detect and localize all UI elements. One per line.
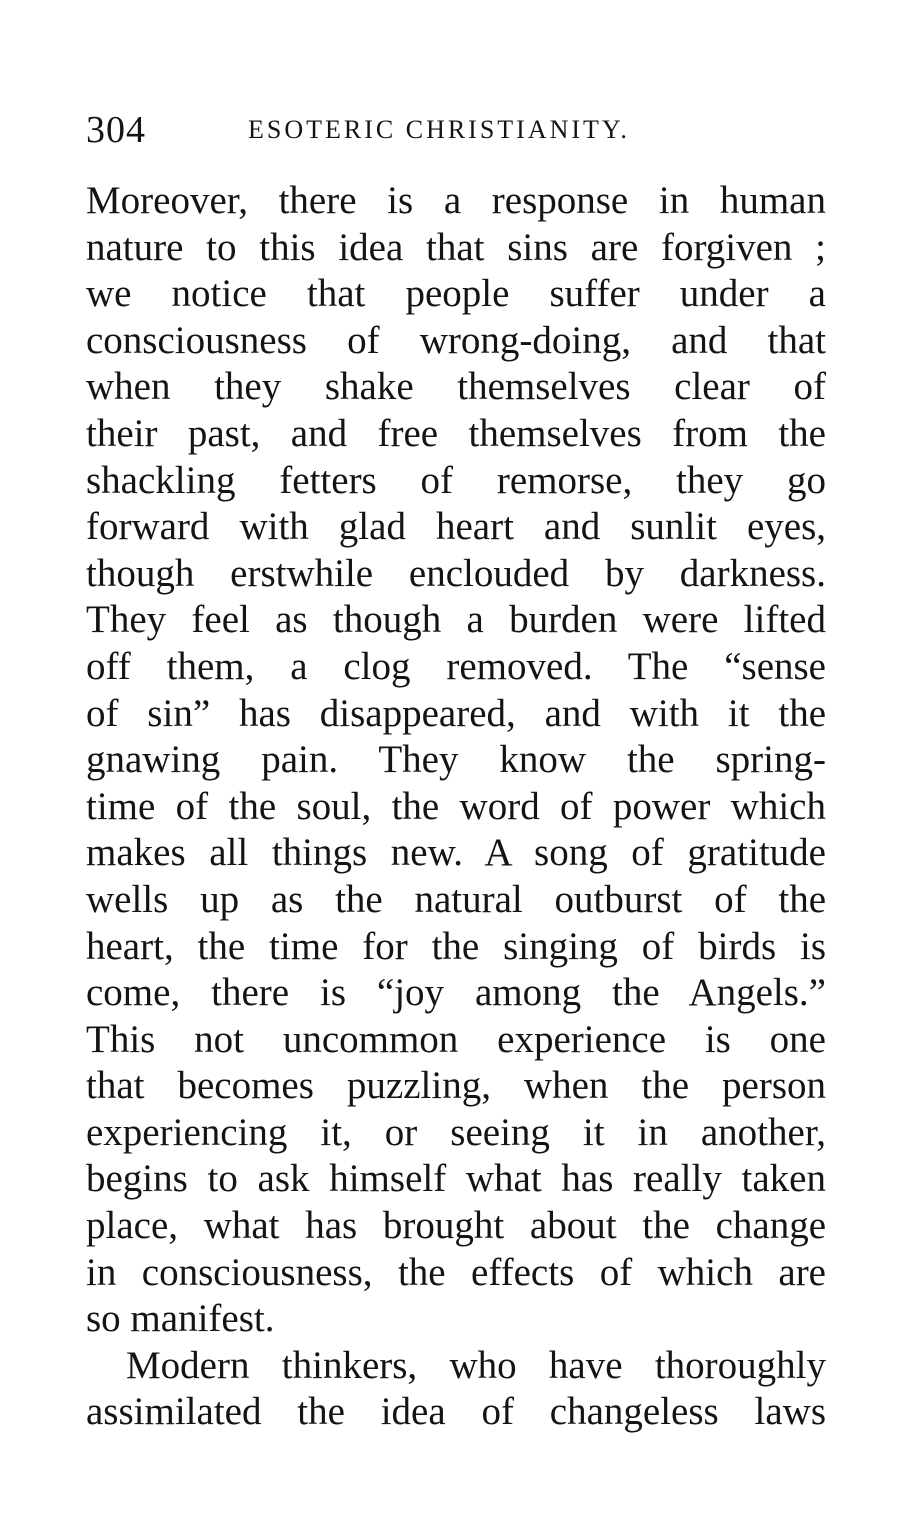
text-line: Moreover, there is a response in human [86,179,826,222]
text-line: though erstwhile enclouded by darkness. [86,551,826,595]
text-line: place, what has brought about the change [86,1204,826,1248]
text-line: gnawing pain. They know the spring- [86,738,826,782]
text-line: consciousness of wrong-doing, and that [86,318,826,362]
text-line: assimilated the idea of changeless laws [86,1390,826,1434]
text-line: that becomes puzzling, when the person [86,1064,826,1108]
text-line: we notice that people suffer under a [86,272,826,316]
text-line: when they shake themselves clear of [86,365,826,409]
text-line: off them, a clog removed. The “sense [86,644,826,688]
text-line: shackling fetters of remorse, they go [86,458,826,502]
text-line: makes all things new. A song of gratitude [86,831,826,875]
text-line: so manifest. [86,1297,275,1341]
text-line: This not uncommon experience is one [86,1017,826,1061]
text-line: experiencing it, or seeing it in another, [86,1110,826,1154]
body-text [86,178,826,1436]
text-line: of sin” has disappeared, and with it the [86,691,826,735]
text-line: time of the soul, the word of power which [86,784,826,828]
page-header [86,108,826,152]
text-line: in consciousness, the effects of which are [86,1250,826,1294]
text-line: wells up as the natural outburst of the [86,877,826,921]
text-line: come, there is “joy among the Angels.” [86,971,826,1015]
text-line: forward with glad heart and sunlit eyes, [86,505,826,549]
running-head: ESOTERIC CHRISTIANITY. [248,115,630,144]
text-line: nature to this idea that sins are forgiven ; [86,225,826,269]
text-line: begins to ask himself what has really taken [86,1157,826,1201]
text-line: They feel as though a burden were lifted [86,598,826,642]
text-line: heart, the time for the singing of birds is [86,924,826,968]
text-line: Modern thinkers, who have thoroughly [126,1343,826,1387]
page-number: 304 [86,109,146,151]
text-line: their past, and free themselves from the [86,411,826,455]
